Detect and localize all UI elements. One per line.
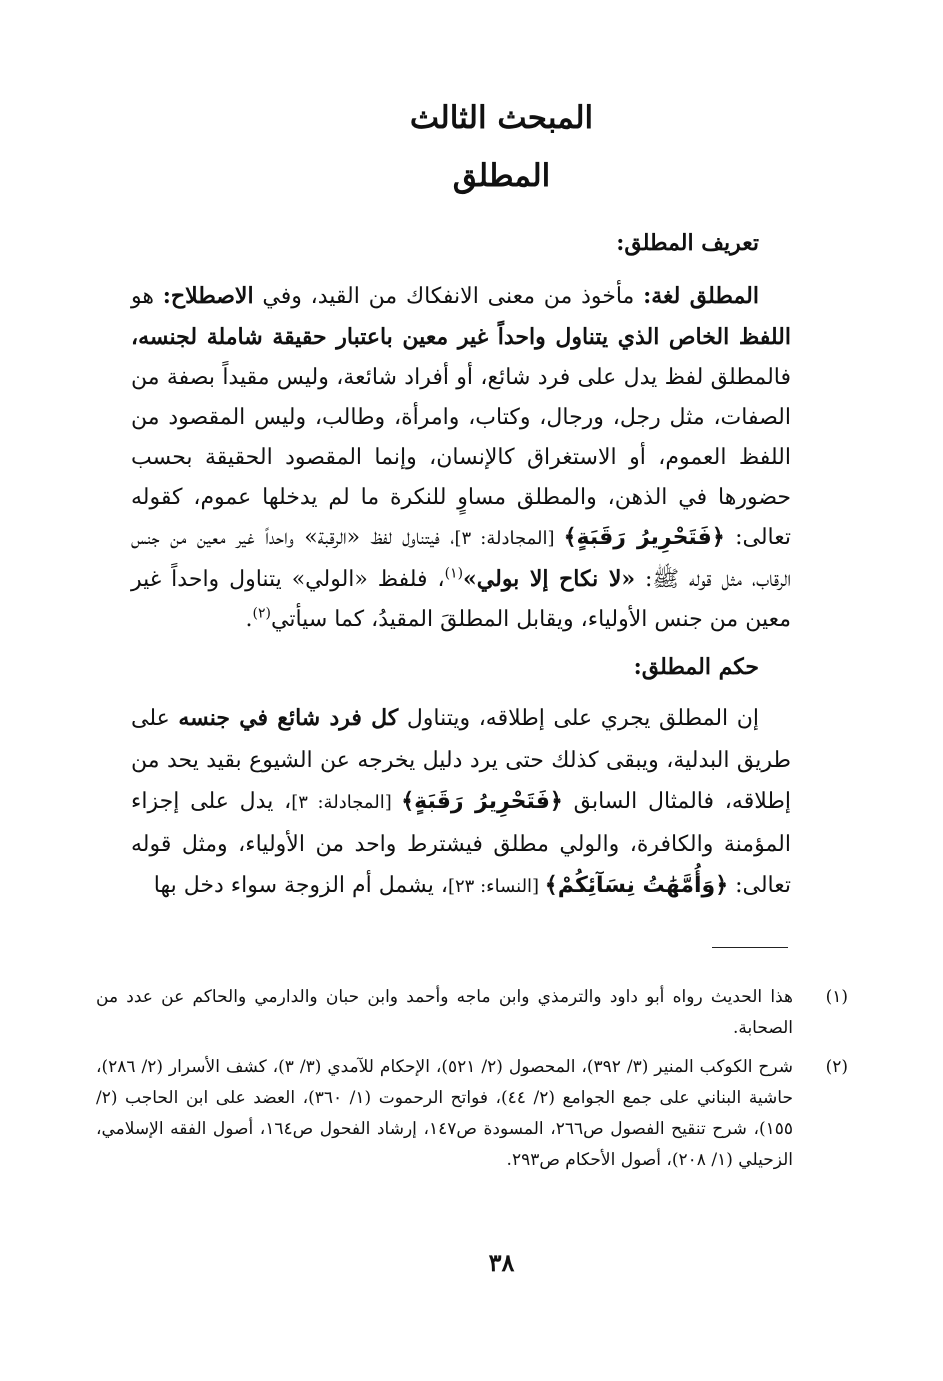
footnote-marker-1[interactable]: (١) — [444, 565, 464, 582]
footnote-item — [96, 1052, 848, 1176]
main-text — [131, 226, 791, 908]
footnote-item — [96, 982, 848, 1044]
ruling-part-1: إن المطلق يجري على إطلاقه، ويتناول — [398, 706, 759, 731]
verse-reference: [المجادلة: ٣] — [291, 792, 402, 813]
footnote-text: شرح الكوكب المنير (٣/ ٣٩٢)، المحصول (٢/ ٥٢١)، الإحكام للآمدي (٣/ ٣)، كشف الأسرار (٢/ ٢٨٦)، حاشية البناني على جمع الجوامع (٢/ ٤٤)، فواتح الرحموت (١/ ٣٦٠)، العضد على ابن الحاجب (٢/ ١٥٥)، شرح تنقيح الفصول ص٢٦٦، المسودة ص١٤٧، إرشاد الفحول ص١٦٤، أصول الفقه الإسلامي، الزحيلي (١/ ٢٠٨)، أصول الأحكام ص٢٩٣. — [96, 1057, 794, 1170]
page-number: ٣٨ — [488, 1248, 515, 1277]
footnote-text: هذا الحديث رواه أبو داود والترمذي وابن ماجه وأحمد وابن حبان والدارمي والحاكم عن عدد من الصحابة. — [96, 987, 793, 1038]
quran-verse: فَتَحْرِيرُ رَقَبَةٍ — [414, 789, 550, 814]
verse-close-bracket: ﴾ — [401, 789, 415, 814]
end-dot: . — [245, 607, 253, 632]
bold-definition: اللفظ الخاص الذي يتناول واحداً غير معين باعتبار حقيقة شاملة لجنسه، — [131, 324, 791, 350]
title-block — [0, 96, 943, 198]
istilah-text: هو — [131, 284, 163, 309]
verse-close-bracket: ﴾ — [563, 525, 577, 550]
footnote-marker-2[interactable]: (٢) — [252, 605, 272, 622]
after-hadith-text: ، فلفظ «الولي» يتناول واحداً غير معين من جنس الأولياء، ويقابل المطلقَ المقيدُ، كما سيأتي — [131, 567, 791, 632]
after-verse-text: ، فيتناول لفظ «الرقبة» واحداً غير معين من جنس الرقاب، مثل قوله ﷺ: — [131, 525, 791, 592]
verse-open-bracket: ﴿ — [715, 873, 729, 898]
verse-reference: [المجادلة: ٣] — [454, 528, 564, 549]
footnote-number: (١) — [825, 987, 848, 1007]
verse-close-bracket: ﴾ — [544, 873, 558, 898]
verse-open-bracket: ﴿ — [549, 789, 563, 814]
ruling-paragraph — [131, 698, 791, 908]
footnotes — [96, 982, 848, 1184]
quran-verse: فَتَحْرِيرُ رَقَبَةٍ — [576, 525, 712, 550]
ruling-heading: حكم المطلق: — [633, 654, 759, 680]
topic-title: المطلق — [452, 158, 551, 194]
quran-verse-2: وَأُمَّهَٰتُ نِسَآئِكُمْ — [557, 873, 716, 898]
istilah-label: الاصطلاح: — [162, 283, 254, 309]
hadith-text: «لا نكاح إلا بولي» — [463, 566, 636, 592]
section-title: المبحث الثالث — [409, 100, 594, 136]
lead-text: مأخوذ من معنى الانفكاك من القيد، وفي — [253, 284, 644, 309]
ruling-part-2: على طريق البدلية، ويبقى كذلك حتى يرد دليل يخرجه عن الشيوع بقيد يحد من إطلاقه، فالمثال السابق — [131, 706, 791, 814]
definition-paragraph — [131, 276, 791, 640]
verse-open-bracket: ﴿ — [711, 525, 725, 550]
definition-heading: تعريف المطلق: — [616, 230, 759, 256]
verse-reference-2: [النساء: ٢٣] — [447, 876, 545, 897]
lead-term: المطلق لغة: — [643, 283, 759, 309]
ruling-part-4: ، يشمل أم الزوجة سواء دخل بها — [153, 873, 448, 898]
footnote-number: (٢) — [825, 1057, 848, 1077]
ruling-part-3: ، يدل على إجزاء المؤمنة والكافرة، والولي مطلق فيشترط واحد من الأولياء، ومثل قوله تعالى: — [131, 789, 791, 898]
explanation-text: فالمطلق لفظ يدل على فرد شائع، أو أفراد شائعة، وليس مقيداً بصفة من الصفات، مثل رجل، ورجال، وكتاب، وامرأة، وطالب، وليس المقصود من اللفظ العموم، أو الاستغراق كالإنسان، وإنما المقصود الحقيقة بحسب حضورها في الذهن، والمطلق مساوٍ للنكرة ما لم يدخلها عموم، كقوله تعالى: — [131, 365, 791, 550]
footnote-separator — [712, 947, 788, 948]
ruling-bold-phrase: كل فرد شائع في جنسه — [178, 705, 399, 731]
